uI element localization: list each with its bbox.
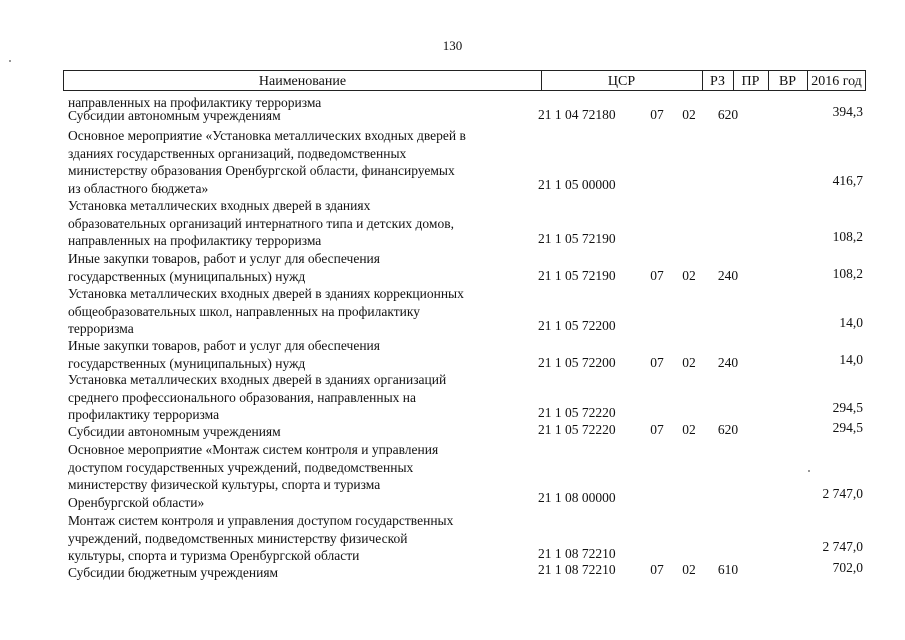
row-amount: 2 747,0 — [822, 486, 863, 501]
row-name-line: направленных на профилактику терроризма — [68, 95, 322, 110]
row-name-line: государственных (муниципальных) нужд — [68, 355, 306, 371]
row-amount: 2 747,0 — [822, 539, 863, 554]
row-rz: 07 — [650, 107, 664, 122]
row-name — [68, 250, 538, 285]
row-vr: 620 — [717, 422, 739, 437]
row-csr: 21 1 05 72190 — [538, 231, 616, 246]
row-name-line: Иные закупки товаров, работ и услуг для обеспечения — [68, 338, 380, 353]
row-name-line: культуры, спорта и туризма Оренбургской области — [68, 548, 360, 563]
row-csr: 21 1 08 00000 — [538, 490, 616, 505]
row-name-line: Установка металлических входных дверей в зданиях организаций — [68, 372, 447, 387]
row-csr: 21 1 05 72220 — [538, 422, 616, 437]
row-name-line: направленных на профилактику терроризма — [68, 233, 322, 248]
row-name-line: Установка металлических входных дверей в зданиях — [68, 198, 371, 213]
row-pr: 02 — [682, 268, 696, 283]
header-pr: ПР — [733, 71, 769, 90]
row-amount: 14,0 — [839, 315, 863, 330]
page-number: 130 — [442, 38, 463, 53]
row-name-line: министерству физической культуры, спорта и туризма — [68, 477, 381, 492]
row-csr: 21 1 05 72200 — [538, 318, 616, 333]
row-rz: 07 — [650, 562, 664, 577]
row-pr: 02 — [682, 107, 696, 122]
header-year: 2016 год — [811, 74, 862, 89]
row-name-line: доступом государственных учреждений, подведомственных — [68, 459, 414, 475]
row-name-line: Установка металлических входных дверей в зданиях коррекционных — [68, 286, 464, 301]
row-name-line: образовательных организаций интернатного типа и детских домов, — [68, 215, 454, 231]
row-name-line: из областного бюджета» — [68, 180, 209, 196]
row-csr: 21 1 05 72220 — [538, 405, 616, 420]
row-name-line: государственных (муниципальных) нужд — [68, 268, 306, 284]
row-amount: 702,0 — [832, 560, 863, 575]
row-rz: 07 — [650, 268, 664, 283]
row-name-line: Оренбургской области» — [68, 494, 205, 510]
row-name-line: Основное мероприятие «Монтаж систем контроля и управления — [68, 442, 439, 457]
row-name-line: Субсидии автономным учреждениям — [68, 424, 281, 439]
row-name-line: Монтаж систем контроля и управления доступом государственных — [68, 513, 454, 528]
row-csr: 21 1 08 72210 — [538, 562, 616, 577]
row-pr: 02 — [682, 422, 696, 437]
row-csr: 21 1 04 72180 — [538, 107, 616, 122]
row-name-line: общеобразовательных школ, направленных на профилактику — [68, 303, 420, 319]
header-name: Наименование — [64, 71, 542, 90]
header-rz: РЗ — [702, 71, 734, 90]
scan-speck — [808, 470, 810, 472]
row-amount: 416,7 — [832, 173, 863, 188]
row-name — [68, 441, 538, 511]
row-name — [68, 512, 538, 565]
row-name-line: среднего профессионального образования, направленных на — [68, 389, 417, 405]
row-name — [68, 197, 538, 250]
row-csr: 21 1 05 72200 — [538, 355, 616, 370]
row-rz: 07 — [650, 355, 664, 370]
row-name — [68, 107, 538, 125]
row-csr: 21 1 05 72190 — [538, 268, 616, 283]
row-name — [68, 337, 538, 372]
row-amount: 108,2 — [832, 266, 863, 281]
header-vr: ВР — [768, 71, 808, 90]
row-csr: 21 1 08 72210 — [538, 546, 616, 561]
row-vr: 620 — [717, 107, 739, 122]
row-amount: 394,3 — [832, 104, 863, 119]
row-name-line: министерству образования Оренбургской области, финансируемых — [68, 163, 455, 178]
row-csr: 21 1 05 00000 — [538, 177, 616, 192]
row-name-line: Субсидии бюджетным учреждениям — [68, 565, 279, 580]
row-name — [68, 127, 538, 197]
scan-speck — [9, 60, 11, 62]
row-name-line: Субсидии автономным учреждениям — [68, 108, 281, 123]
row-pr: 02 — [682, 355, 696, 370]
row-rz: 07 — [650, 422, 664, 437]
row-vr: 240 — [717, 268, 739, 283]
row-amount: 294,5 — [832, 420, 863, 435]
row-name-line: зданиях государственных организаций, подведомственных — [68, 145, 407, 161]
row-name-line: профилактику терроризма — [68, 407, 220, 422]
row-name-line: терроризма — [68, 321, 134, 336]
row-name-line: Иные закупки товаров, работ и услуг для обеспечения — [68, 251, 380, 266]
row-pr: 02 — [682, 562, 696, 577]
row-vr: 240 — [717, 355, 739, 370]
row-name — [68, 285, 538, 338]
row-name — [68, 564, 538, 582]
row-vr: 610 — [717, 562, 739, 577]
row-name — [68, 423, 538, 441]
row-amount: 14,0 — [839, 352, 863, 367]
row-amount: 294,5 — [832, 400, 863, 415]
row-name-line: учреждений, подведомственных министерству физической — [68, 530, 408, 546]
row-amount: 108,2 — [832, 229, 863, 244]
header-csr: ЦСР — [541, 71, 703, 90]
row-name-line: Основное мероприятие «Установка металлических входных дверей в — [68, 128, 466, 143]
table-header — [63, 70, 866, 91]
row-name — [68, 371, 538, 424]
